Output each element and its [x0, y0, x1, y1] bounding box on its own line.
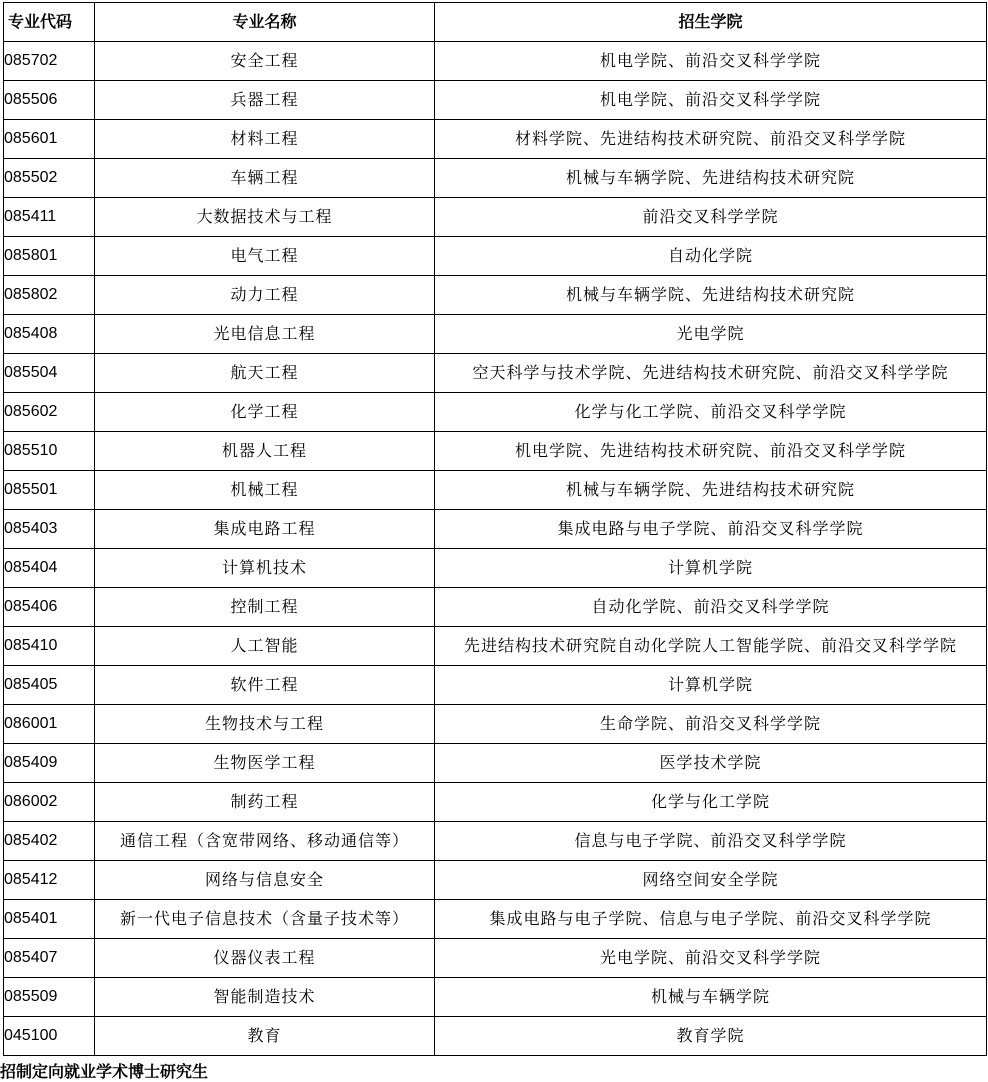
cell-name: 兵器工程 [95, 81, 435, 120]
programs-table [3, 2, 987, 1056]
cell-code: 085502 [4, 159, 95, 198]
cell-code: 085401 [4, 900, 95, 939]
cell-school: 计算机学院 [435, 666, 987, 705]
table-row [4, 42, 987, 81]
cell-code: 085602 [4, 393, 95, 432]
footer-note: 招制定向就业学术博士研究生 [0, 1062, 209, 1081]
table-row [4, 159, 987, 198]
cell-name: 教育 [95, 1017, 435, 1056]
cell-code: 085802 [4, 276, 95, 315]
table-row [4, 939, 987, 978]
cell-code: 085407 [4, 939, 95, 978]
cell-code: 085402 [4, 822, 95, 861]
table-row [4, 237, 987, 276]
cell-code: 085409 [4, 744, 95, 783]
header-school: 招生学院 [435, 3, 987, 42]
table-row [4, 315, 987, 354]
cell-school: 机械与车辆学院、先进结构技术研究院 [435, 276, 987, 315]
cell-school: 前沿交叉科学学院 [435, 198, 987, 237]
cell-code: 085405 [4, 666, 95, 705]
cell-name: 智能制造技术 [95, 978, 435, 1017]
cell-school: 教育学院 [435, 1017, 987, 1056]
cell-name: 制药工程 [95, 783, 435, 822]
cell-code: 085412 [4, 861, 95, 900]
cell-code: 085403 [4, 510, 95, 549]
table-row [4, 1017, 987, 1056]
table-body [4, 42, 987, 1056]
table-row [4, 471, 987, 510]
cell-school: 先进结构技术研究院自动化学院人工智能学院、前沿交叉科学学院 [435, 627, 987, 666]
cell-name: 车辆工程 [95, 159, 435, 198]
cell-school: 医学技术学院 [435, 744, 987, 783]
table-row [4, 627, 987, 666]
table-row [4, 666, 987, 705]
cell-school: 自动化学院、前沿交叉科学学院 [435, 588, 987, 627]
table-row [4, 900, 987, 939]
cell-name: 安全工程 [95, 42, 435, 81]
table-row [4, 510, 987, 549]
cell-name: 大数据技术与工程 [95, 198, 435, 237]
cell-code: 085509 [4, 978, 95, 1017]
cell-name: 机械工程 [95, 471, 435, 510]
cell-school: 自动化学院 [435, 237, 987, 276]
header-code: 专业代码 [4, 3, 95, 42]
table-header [4, 3, 987, 42]
table-row [4, 705, 987, 744]
cell-name: 集成电路工程 [95, 510, 435, 549]
cell-name: 机器人工程 [95, 432, 435, 471]
cell-school: 光电学院、前沿交叉科学学院 [435, 939, 987, 978]
cell-name: 材料工程 [95, 120, 435, 159]
cell-name: 计算机技术 [95, 549, 435, 588]
cell-name: 通信工程（含宽带网络、移动通信等） [95, 822, 435, 861]
cell-school: 信息与电子学院、前沿交叉科学学院 [435, 822, 987, 861]
cell-school: 空天科学与技术学院、先进结构技术研究院、前沿交叉科学学院 [435, 354, 987, 393]
cell-code: 085506 [4, 81, 95, 120]
cell-name: 生物医学工程 [95, 744, 435, 783]
cell-name: 网络与信息安全 [95, 861, 435, 900]
cell-school: 光电学院 [435, 315, 987, 354]
cell-name: 动力工程 [95, 276, 435, 315]
cell-code: 086002 [4, 783, 95, 822]
cell-code: 085702 [4, 42, 95, 81]
cell-school: 机电学院、前沿交叉科学学院 [435, 81, 987, 120]
table-row [4, 198, 987, 237]
cell-school: 材料学院、先进结构技术研究院、前沿交叉科学学院 [435, 120, 987, 159]
cell-code: 085504 [4, 354, 95, 393]
table-row [4, 822, 987, 861]
table-row [4, 393, 987, 432]
cell-name: 仪器仪表工程 [95, 939, 435, 978]
cell-name: 软件工程 [95, 666, 435, 705]
cell-code: 086001 [4, 705, 95, 744]
table-row [4, 861, 987, 900]
cell-school: 机电学院、先进结构技术研究院、前沿交叉科学学院 [435, 432, 987, 471]
cell-name: 化学工程 [95, 393, 435, 432]
cell-school: 化学与化工学院、前沿交叉科学学院 [435, 393, 987, 432]
cell-code: 085408 [4, 315, 95, 354]
header-row [4, 3, 987, 42]
table-row [4, 744, 987, 783]
cell-code: 085411 [4, 198, 95, 237]
cell-code: 045100 [4, 1017, 95, 1056]
table-row [4, 120, 987, 159]
cell-name: 电气工程 [95, 237, 435, 276]
table-row [4, 276, 987, 315]
cell-name: 生物技术与工程 [95, 705, 435, 744]
table-row [4, 588, 987, 627]
cell-name: 控制工程 [95, 588, 435, 627]
header-name: 专业名称 [95, 3, 435, 42]
cell-school: 集成电路与电子学院、前沿交叉科学学院 [435, 510, 987, 549]
table-row [4, 978, 987, 1017]
cell-name: 新一代电子信息技术（含量子技术等） [95, 900, 435, 939]
cell-name: 光电信息工程 [95, 315, 435, 354]
cell-code: 085510 [4, 432, 95, 471]
table-row [4, 354, 987, 393]
cell-school: 计算机学院 [435, 549, 987, 588]
cell-code: 085601 [4, 120, 95, 159]
cell-school: 机械与车辆学院 [435, 978, 987, 1017]
cell-name: 航天工程 [95, 354, 435, 393]
cell-code: 085501 [4, 471, 95, 510]
table-row [4, 549, 987, 588]
cell-code: 085404 [4, 549, 95, 588]
table-row [4, 783, 987, 822]
cell-school: 化学与化工学院 [435, 783, 987, 822]
table-row [4, 81, 987, 120]
cell-school: 机械与车辆学院、先进结构技术研究院 [435, 159, 987, 198]
cell-school: 集成电路与电子学院、信息与电子学院、前沿交叉科学学院 [435, 900, 987, 939]
cell-school: 网络空间安全学院 [435, 861, 987, 900]
cell-name: 人工智能 [95, 627, 435, 666]
cell-school: 机械与车辆学院、先进结构技术研究院 [435, 471, 987, 510]
cell-code: 085801 [4, 237, 95, 276]
cell-school: 机电学院、前沿交叉科学学院 [435, 42, 987, 81]
table-row [4, 432, 987, 471]
cell-code: 085406 [4, 588, 95, 627]
cell-school: 生命学院、前沿交叉科学学院 [435, 705, 987, 744]
cell-code: 085410 [4, 627, 95, 666]
